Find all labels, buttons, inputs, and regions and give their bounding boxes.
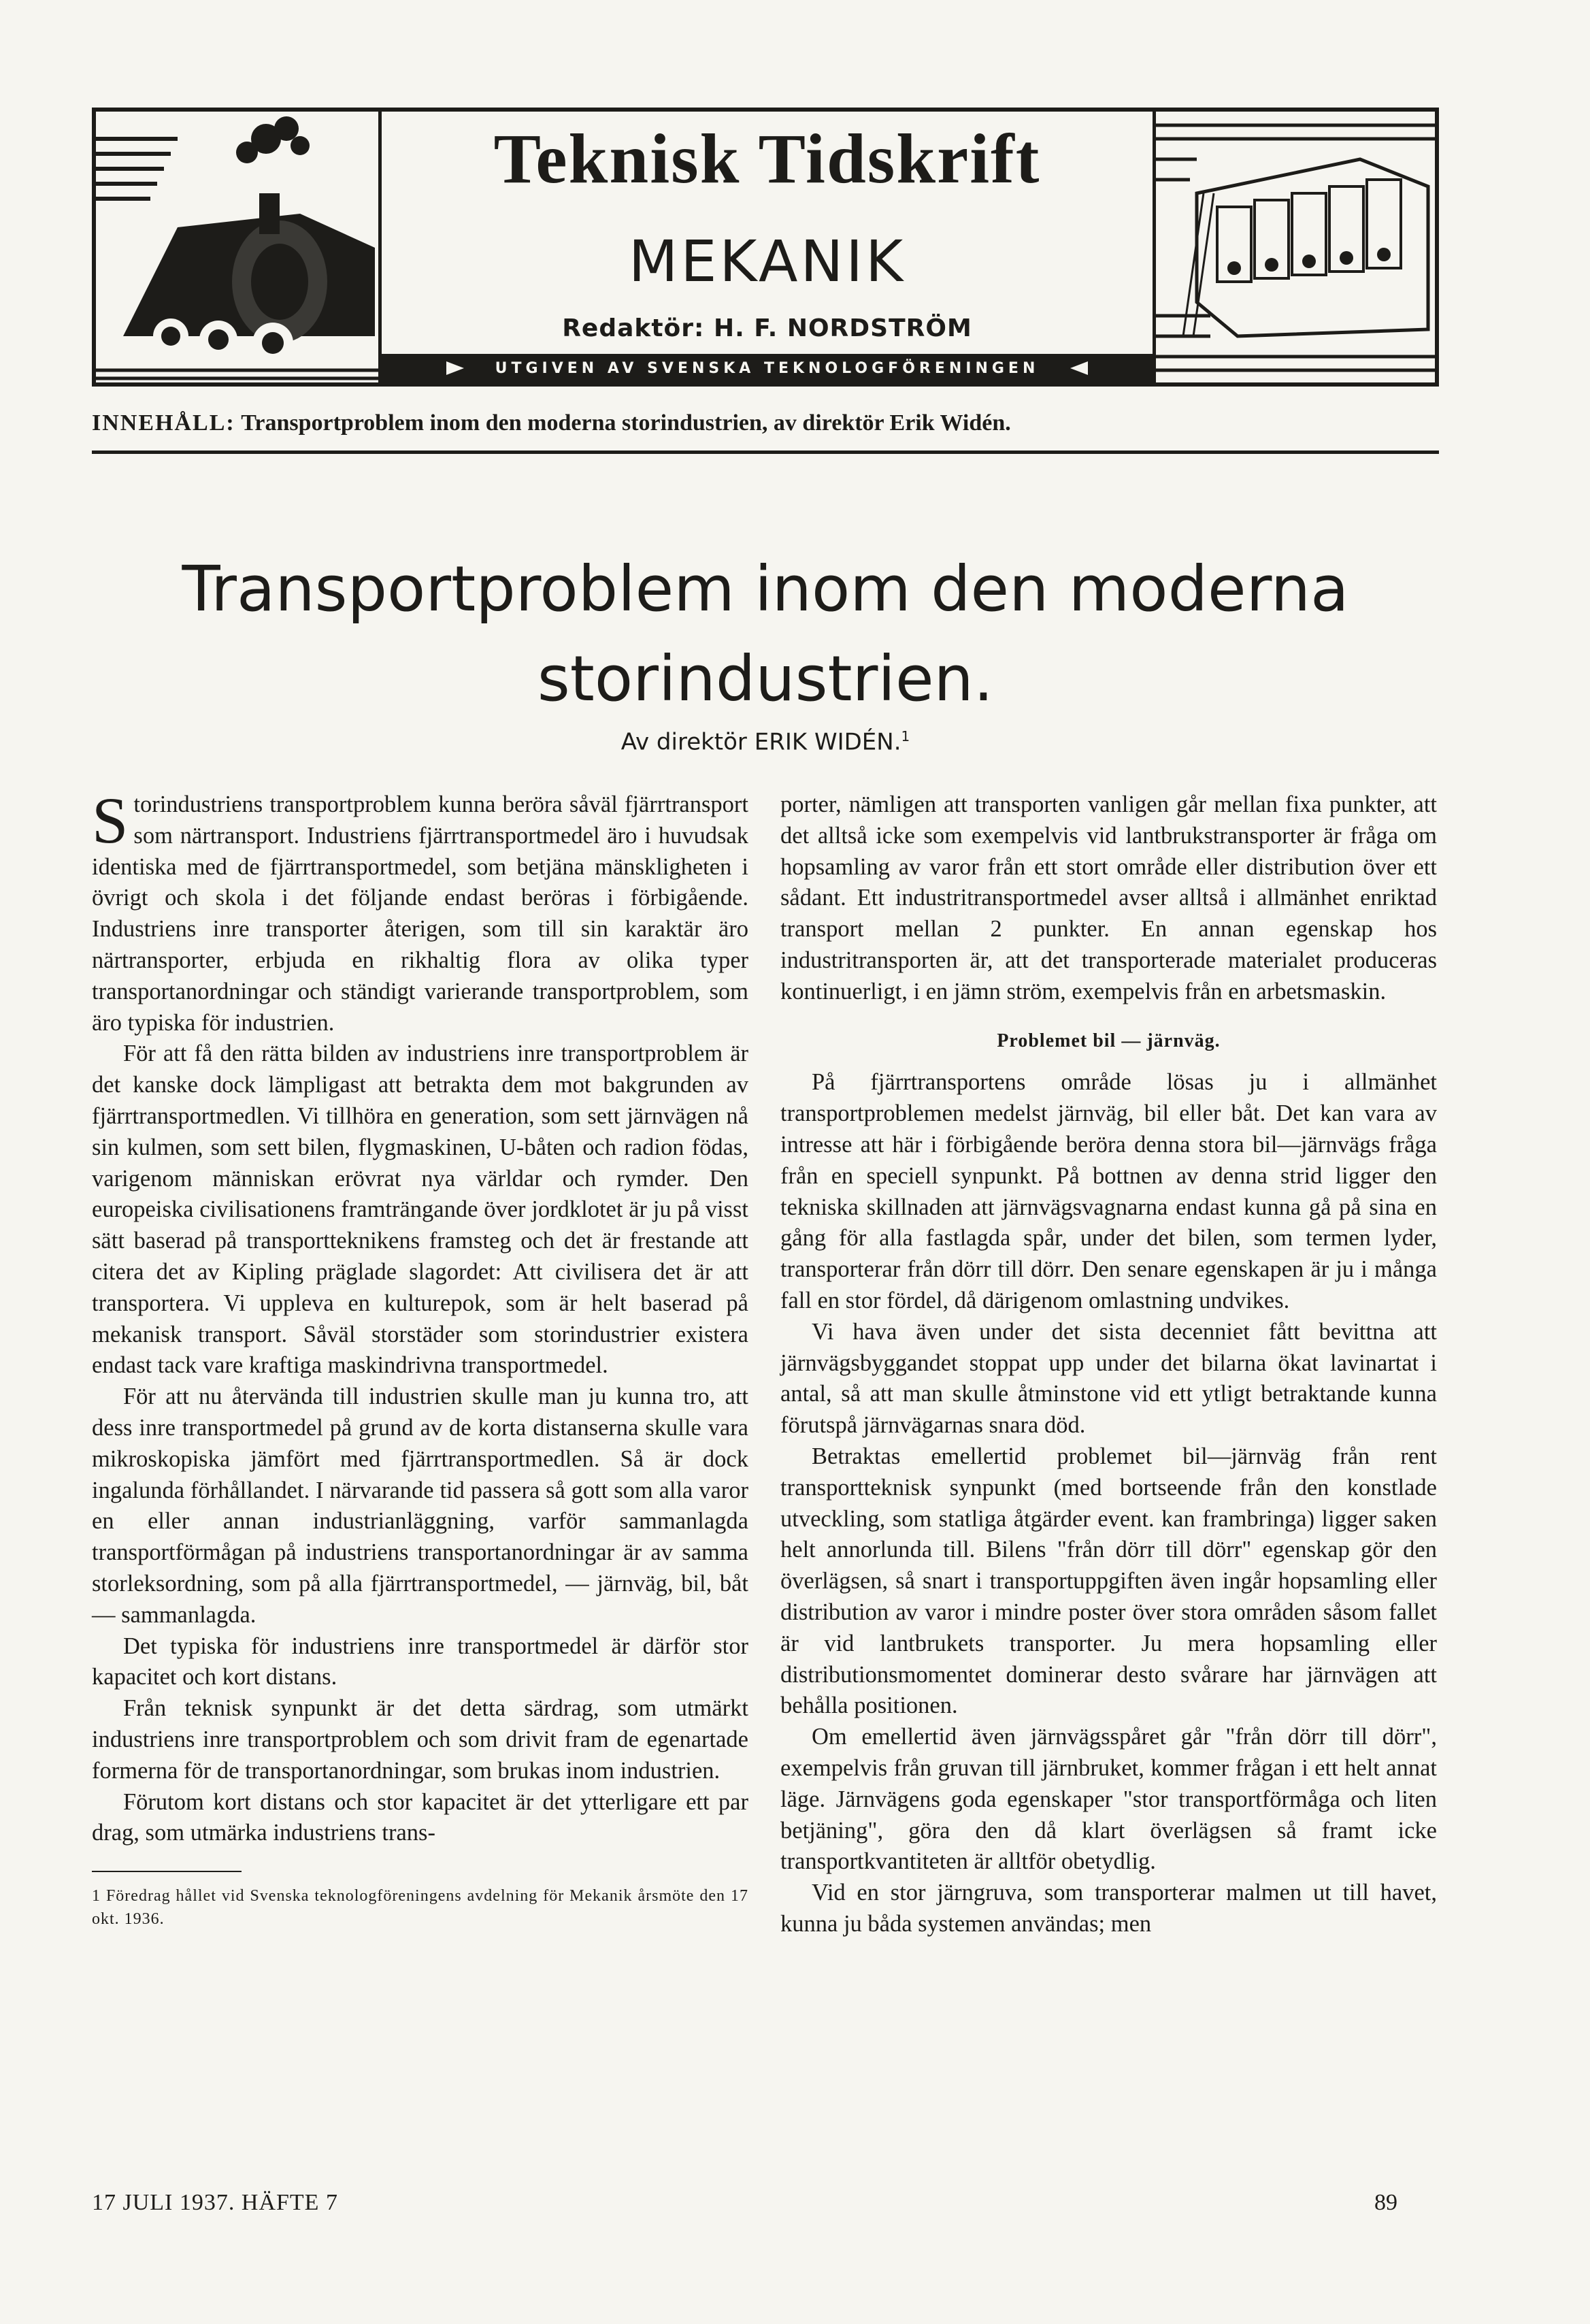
page-number: 89	[1374, 2190, 1397, 2215]
paragraph: För att nu återvända till industrien skulle man ju kunna tro, att dess inre transportmedel på grund av de korta distanserna skulle vara mikroskopiska jämfört med fjärrtransportmedlen. Så är dock ingalunda förhållandet. I närvarande tid passera så gott som alla varor en eller annan industrianläggning, varför sammanlagda transportförmågan på industriens transportanordningar är av samma storleksordning, som på alla fjärrtransportmedel, — järnväg, bil, båt — sammanlagda.	[92, 1384, 748, 1628]
contents-label: INNEHÅLL:	[92, 410, 235, 436]
table-of-contents	[92, 408, 1439, 438]
article-title-line1: Transportproblem inom den moderna	[182, 553, 1349, 625]
arrow-right-icon	[446, 361, 464, 375]
section-subheading: Problemet bil — järnväg.	[997, 1030, 1221, 1051]
paragraph: Från teknisk synpunkt är det detta särdrag, som utmärkt industriens inre transportproblem och som drivit fram de egenartade formerna för de transportanordningar, som brukas inom industrien.	[92, 1695, 748, 1784]
issue-date: 17 JULI 1937.	[92, 2190, 235, 2215]
editor-name: H. F. NORDSTRÖM	[713, 314, 972, 342]
right-column	[780, 789, 1437, 1940]
paragraph: Betraktas emellertid problemet bil—järnväg från rent transportteknisk synpunkt (med bortseende från den konstlade utveckling, som statliga åtgärder event. kan frambringa) ligger saken helt annorlunda till. Bilens "från dörr till dörr" egenskap gör den överlägsen, så snart i transportuppgiften även ingår hopsamling eller distribution av varor i mindre poster över stora områden såsom fallet är vid lantbrukets transporter. Ju mera hopsamling eller distributionsmomentet dominerar desto svårare har järnvägen att behålla positionen.	[780, 1443, 1437, 1719]
publisher-text: UTGIVEN AV SVENSKA TEKNOLOGFÖRENINGEN	[495, 359, 1040, 377]
left-column	[92, 784, 748, 1931]
editor-line	[378, 314, 1156, 342]
drop-cap: S	[92, 784, 129, 857]
byline	[92, 728, 1439, 755]
paragraph	[92, 784, 748, 1038]
footnote: 1 Föredrag hållet vid Svenska teknologföreningens avdelning för Mekanik årsmöte den 17 okt. 1936.	[92, 1887, 748, 1929]
editor-label: Redaktör:	[562, 314, 705, 342]
masthead	[92, 108, 1439, 387]
issue-number: HÄFTE 7	[241, 2190, 338, 2215]
paragraph: På fjärrtransportens område lösas ju i allmänhet transportproblemen medelst järnväg, bil eller båt. Det kan vara av intresse att här i förbigående beröra denna stora bil—järnvägs fråga från en speciell synpunkt. På bottnen av denna strid ligger den tekniska skillnaden att järnvägsvagnarna endast kunna gå på sina en gång för alla fastlagda spår, under det bilen, som termen lyder, transporterar från dörr till dörr. Den senare egenskapen är ju i många fall en stor fördel, då därigenom omlastning undvikes.	[780, 1069, 1437, 1313]
paragraph: Det typiska för industriens inre transportmedel är därför stor kapacitet och kort distans.	[92, 1633, 748, 1690]
footnote-divider	[92, 1871, 242, 1872]
locomotive-illustration	[96, 112, 382, 382]
article-title	[92, 544, 1439, 724]
paragraph: Vi hava även under det sista decenniet fått bevittna att järnvägsbyggandet stoppat upp under det bilarna ökat lavinartat i antal, så att man skulle åtminstone vid ett ytligt betraktande kunna förutspå järnvägarnas snara död.	[780, 1318, 1437, 1439]
byline-text: Av direktör ERIK WIDÉN.	[620, 728, 901, 756]
paragraph-text: torindustriens transportproblem kunna beröra såväl fjärrtransport som närtransport. Industriens fjärrtransportmedel äro i huvudsak identiska med de fjärrtransportmedel, som betjäna mänskligheten i övrigt och skola i det följande endast beröras i förbigående. Industriens inre transporter återigen, som till sin karaktär äro närtransporter, erbjuda en rikhaltig flora av olika typer transportanordningar och ständigt varierande transportproblem, som äro typiska för industrien.	[92, 791, 748, 1036]
article-title-line2: storindustrien.	[537, 642, 994, 715]
issue-footer	[92, 2190, 338, 2216]
arrow-left-icon	[1070, 361, 1088, 375]
engine-illustration	[1153, 112, 1435, 382]
publisher-banner	[378, 354, 1156, 382]
paragraph: För att få den rätta bilden av industriens inre transportproblem är det kanske dock lämpligast att betrakta dem mot bakgrunden av fjärrtransportmedlen. Vi tillhöra en generation, som sett järnvägen nå sin kulmen, som sett bilen, flygmaskinen, U-båten och radion födas, varigenom människan erövrat nya världar och rymder. Den europeiska civilisationens framträngande över jordklotet är ju på visst sätt baserad på transportteknikens framsteg och det är frestande att citera det av Kipling präglade slagordet: Att civilisera det är att transportera. Vi uppleva en kulturepok, som är helt baserad på mekanisk transport. Såväl storstäder som storindustrier existera endast tack vare kraftiga maskindrivna transportmedel.	[92, 1041, 748, 1379]
section-title: MEKANIK	[628, 228, 906, 295]
paragraph: Vid en stor järngruva, som transporterar malmen ut till havet, kunna ju båda systemen användas; men	[780, 1880, 1437, 1937]
divider	[92, 451, 1439, 454]
paragraph: porter, nämligen att transporten vanligen går mellan fixa punkter, att det alltså icke som exempelvis vid lantbrukstransporter är fråga om hopsamling av varor från ett stort område eller distribution över ett sådant. Ett industritransportmedel avser alltså i allmänhet enriktad transport mellan 2 punkter. En annan egenskap hos industritransporten är, att det transporterade materialet produceras kontinuerligt, i en jämn ström, exempelvis från en arbetsmaskin.	[780, 791, 1437, 1004]
magazine-title: Teknisk Tidskrift	[493, 120, 1041, 198]
paragraph: Om emellertid även järnvägsspåret går "från dörr till dörr", exempelvis från gruvan till järnbruket, kommer frågan i ett helt annat läge. Järnvägens goda egenskaper "stor transportförmåga och liten betjäning", göra den då klart överlägsen så framt icke transportkvantiteten är alltför obetydlig.	[780, 1724, 1437, 1875]
contents-entry: Transportproblem inom den moderna storindustrien, av direktör Erik Widén.	[241, 410, 1011, 436]
footnote-marker: 1	[901, 728, 910, 744]
paragraph: Förutom kort distans och stor kapacitet är det ytterligare ett par drag, som utmärka industriens trans-	[92, 1788, 748, 1846]
